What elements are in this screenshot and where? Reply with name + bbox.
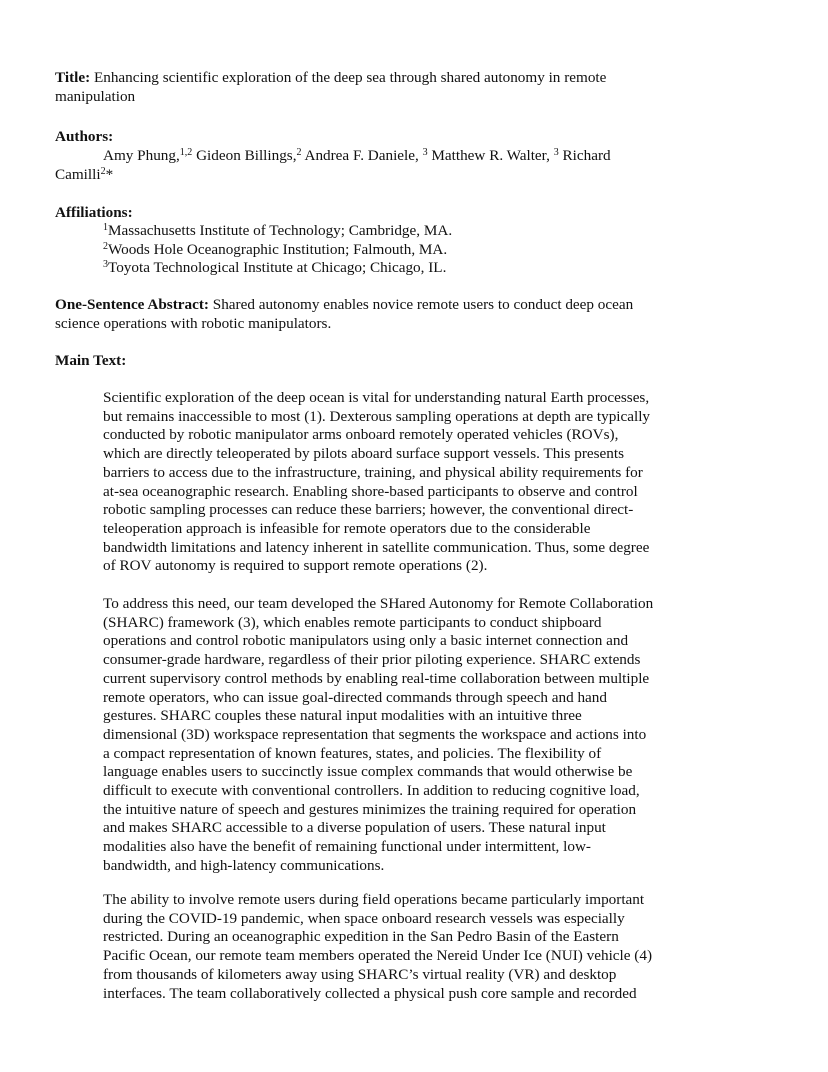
abstract-line-1: Shared autonomy enables novice remote users to conduct deep ocean [208, 296, 634, 313]
title-line-1: Enhancing scientific exploration of the deep sea through shared autonomy in remote [93, 69, 607, 86]
author-phung: Amy Phung, [103, 147, 180, 164]
affiliation-2: $^2$Woods Hole Oceanographic Institution; Falmouth, MA. [103, 240, 448, 258]
abstract-line-2: science operations with robotic manipulators. [55, 314, 332, 332]
title-line-2: manipulation [55, 87, 136, 105]
affiliation-3: $^3$Toyota Technological Institute at Chicago; Chicago, IL. [103, 259, 447, 277]
affiliations-list [103, 222, 803, 278]
authors-label: Authors: [55, 128, 114, 145]
author-walter: Matthew R. Walter, [427, 147, 554, 164]
title-block [55, 69, 795, 106]
abstract-block [55, 296, 795, 333]
affiliations-label: Affiliations: [55, 204, 133, 221]
author-camilli-first: Richard [558, 147, 611, 164]
paragraph-1: Scientific exploration of the deep ocean is vital for understanding natural Earth processes, but remains inaccessible to most (1). Dexterous sampling operations at depth are typically conducted by robotic manipulator arms onboard remotely operated vehicles (ROVs), which are directly teleoperated by pilots aboard surface support vessels. This presents barriers to access due to the infrastructure, training, and physical ability requirements for at-sea oceanographic research. Enabling shore-based participants to observe and control robotic sampling processes can reduce these barriers; however, the conventional direct- teleoperation approach is infeasible for remote operators due to the considerable bandwidth limitations and latency inherent in satellite communication. Thus, some degree of ROV autonomy is required to support remote operations (2). [103, 389, 651, 575]
author-camilli-last: Camilli [55, 165, 101, 183]
abstract-label: One-Sentence Abstract: [55, 296, 209, 313]
paragraph-2: To address this need, our team developed the SHared Autonomy for Remote Collaboration (SHARC) framework (3), which enables remote participants to conduct shipboard operations and control robotic manipulators using only a basic internet connection and consumer-grade hardware, regardless of their prior piloting experience. SHARC extends current supervisory control methods by enabling real-time collaboration between multiple remote operators, who can issue goal-directed commands through speech and hand gestures. SHARC couples these natural input modalities with an intuitive three dimensional (3D) workspace representation that segments the workspace and actions into a compact representation of known features, states, and policies. The flexibility of language enables users to succinctly issue complex commands that would otherwise be difficult to execute with conventional controllers. In addition to reducing cognitive load, the intuitive nature of speech and gestures minimizes the training required for operation and makes SHARC accessible to a diverse population of users. These natural input modalities also have the benefit of remaining functional under intermittent, low- bandwidth, and high-latency communications. [103, 595, 654, 874]
author-billings: Gideon Billings, [192, 147, 297, 164]
paragraph-3: The ability to involve remote users during field operations became particularly important during the COVID-19 pandemic, when space onboard research vessels was especially restricted. During an oceanographic expedition in the San Pedro Basin of the Eastern Pacific Ocean, our remote team members operated the Nereid Under Ice (NUI) vehicle (4) from thousands of kilometers away using SHARC’s virtual reality (VR) and desktop interfaces. The team collaboratively collected a physical push core sample and recorded [103, 891, 653, 1002]
authors-list: Amy Phung,$^{1,2}$ Gideon Billings,$^2$ Andrea F. Daniele, $^3$ Matthew R. Walter, $^3$ Richard Camilli$^2$* [55, 147, 611, 183]
title-label: Title: [55, 69, 91, 86]
affiliation-1: $^1$Massachusetts Institute of Technology; Cambridge, MA. [103, 222, 453, 239]
main-text-label: Main Text: [55, 352, 127, 369]
author-daniele: Andrea F. Daniele, [301, 147, 423, 164]
